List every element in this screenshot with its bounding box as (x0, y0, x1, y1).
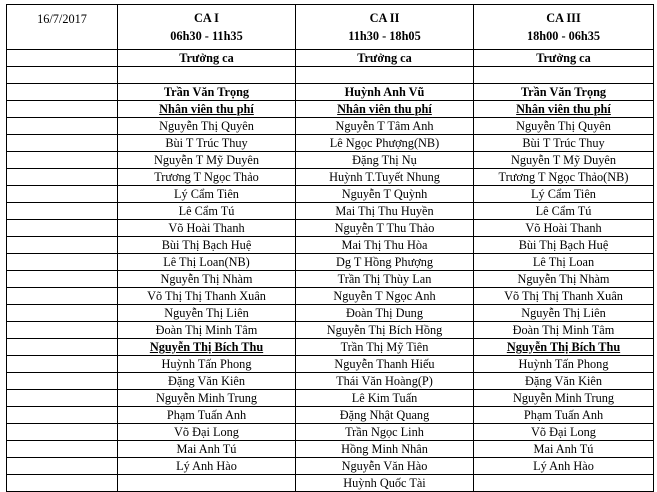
empty-cell (7, 135, 118, 152)
staff-row (7, 458, 654, 475)
staff-name (118, 475, 296, 492)
staff-name: Lý Cẩm Tiên (474, 186, 654, 203)
empty-cell (7, 186, 118, 203)
empty-cell (118, 67, 296, 84)
staff-name: Nguyễn Thị Liên (118, 305, 296, 322)
staff-row (7, 305, 654, 322)
staff-row (7, 237, 654, 254)
staff-name: Trương T Ngọc Thảo (118, 169, 296, 186)
staff-name: Huỳnh Tấn Phong (474, 356, 654, 373)
shift-time: 06h30 - 11h35 (170, 29, 243, 43)
staff-name: Nguyễn Văn Hào (296, 458, 474, 475)
staff-label: Nhân viên thu phí (474, 101, 654, 118)
staff-name: Lê Kim Tuấn (296, 390, 474, 407)
staff-row (7, 424, 654, 441)
staff-name: Lê Thị Loan(NB) (118, 254, 296, 271)
staff-row (7, 339, 654, 356)
staff-name: Bùi T Trúc Thuy (118, 135, 296, 152)
staff-row (7, 356, 654, 373)
empty-cell (7, 101, 118, 118)
staff-name: Võ Thị Thị Thanh Xuân (474, 288, 654, 305)
staff-row (7, 373, 654, 390)
empty-cell (7, 390, 118, 407)
empty-cell (7, 441, 118, 458)
staff-row (7, 220, 654, 237)
staff-name: Huỳnh Tấn Phong (118, 356, 296, 373)
staff-name: Nguyễn T Mỹ Duyên (474, 152, 654, 169)
staff-name: Nguyễn Thị Nhàm (118, 271, 296, 288)
leader-label-row (7, 50, 654, 67)
staff-name: Nguyễn Thị Nhàm (474, 271, 654, 288)
staff-name: Đoàn Thị Minh Tâm (118, 322, 296, 339)
empty-cell (7, 424, 118, 441)
header-row (7, 5, 654, 50)
staff-name: Nguyễn Thị Bích Thu (474, 339, 654, 356)
staff-name: Thái Văn Hoàng(P) (296, 373, 474, 390)
empty-cell (7, 288, 118, 305)
staff-name: Phạm Tuấn Anh (474, 407, 654, 424)
empty-cell (474, 67, 654, 84)
staff-row (7, 152, 654, 169)
empty-cell (7, 305, 118, 322)
shift-schedule-table (6, 4, 654, 492)
staff-row (7, 169, 654, 186)
staff-name: Võ Đại Long (118, 424, 296, 441)
staff-name: Bùi T Trúc Thuy (474, 135, 654, 152)
empty-cell (7, 458, 118, 475)
shift-header-2 (296, 5, 474, 50)
staff-label: Nhân viên thu phí (118, 101, 296, 118)
empty-cell (7, 254, 118, 271)
empty-cell (7, 339, 118, 356)
leader-name: Trần Văn Trọng (474, 84, 654, 101)
spacer-row (7, 67, 654, 84)
staff-label: Nhân viên thu phí (296, 101, 474, 118)
staff-name: Mai Thị Thu Hòa (296, 237, 474, 254)
staff-name: Võ Đại Long (474, 424, 654, 441)
shift-name: CA II (369, 11, 400, 25)
staff-name: Dg T Hồng Phượng (296, 254, 474, 271)
staff-name: Nguyễn Minh Trung (474, 390, 654, 407)
staff-name: Nguyễn T Mỹ Duyên (118, 152, 296, 169)
staff-row (7, 254, 654, 271)
staff-row (7, 407, 654, 424)
staff-name: Nguyễn Thị Quyên (118, 118, 296, 135)
staff-name: Hồng Minh Nhân (296, 441, 474, 458)
staff-name: Lý Anh Hào (118, 458, 296, 475)
staff-name: Lý Anh Hào (474, 458, 654, 475)
staff-name: Nguyễn Minh Trung (118, 390, 296, 407)
empty-cell (7, 220, 118, 237)
empty-cell (7, 67, 118, 84)
empty-cell (7, 271, 118, 288)
empty-cell (7, 203, 118, 220)
empty-cell (7, 322, 118, 339)
staff-name: Mai Thị Thu Huyền (296, 203, 474, 220)
staff-name: Đoàn Thị Dung (296, 305, 474, 322)
staff-name: Nguyễn Thị Quyên (474, 118, 654, 135)
staff-row (7, 186, 654, 203)
staff-name: Trần Ngọc Linh (296, 424, 474, 441)
staff-name: Trần Thị Mỹ Tiên (296, 339, 474, 356)
staff-name: Mai Anh Tú (118, 441, 296, 458)
staff-name: Đặng Văn Kiên (118, 373, 296, 390)
staff-row (7, 322, 654, 339)
staff-row (7, 135, 654, 152)
empty-cell (7, 356, 118, 373)
staff-name: Nguyễn Thị Bích Thu (118, 339, 296, 356)
staff-name: Nguyễn T Thu Thảo (296, 220, 474, 237)
empty-cell (7, 237, 118, 254)
staff-name: Lê Ngọc Phượng(NB) (296, 135, 474, 152)
staff-name: Lê Cẩm Tú (118, 203, 296, 220)
staff-name: Đoàn Thị Minh Tâm (474, 322, 654, 339)
staff-row (7, 288, 654, 305)
staff-name: Phạm Tuấn Anh (118, 407, 296, 424)
empty-cell (7, 84, 118, 101)
staff-name: Nguyễn Thị Liên (474, 305, 654, 322)
empty-cell (7, 152, 118, 169)
staff-name: Đặng Nhật Quang (296, 407, 474, 424)
staff-name: Võ Hoài Thanh (474, 220, 654, 237)
staff-name: Võ Hoài Thanh (118, 220, 296, 237)
staff-name: Nguyễn Thị Bích Hồng (296, 322, 474, 339)
staff-name: Lý Cẩm Tiên (118, 186, 296, 203)
staff-row (7, 203, 654, 220)
staff-name: Nguyễn T Tâm Anh (296, 118, 474, 135)
leader-name: Trần Văn Trọng (118, 84, 296, 101)
shift-time: 11h30 - 18h05 (348, 29, 421, 43)
shift-name: CA I (194, 11, 219, 25)
staff-name: Lê Thị Loan (474, 254, 654, 271)
staff-name: Huỳnh Quốc Tài (296, 475, 474, 492)
shift-schedule-sheet (6, 4, 653, 490)
staff-name: Nguyễn Thanh Hiếu (296, 356, 474, 373)
staff-row (7, 271, 654, 288)
staff-row (7, 118, 654, 135)
staff-row (7, 441, 654, 458)
staff-name: Bùi Thị Bạch Huệ (118, 237, 296, 254)
staff-name: Đặng Văn Kiên (474, 373, 654, 390)
staff-name: Huỳnh T.Tuyết Nhung (296, 169, 474, 186)
staff-name: Bùi Thị Bạch Huệ (474, 237, 654, 254)
empty-cell (7, 475, 118, 492)
empty-cell (7, 50, 118, 67)
staff-row (7, 475, 654, 492)
staff-name: Võ Thị Thị Thanh Xuân (118, 288, 296, 305)
shift-name: CA III (546, 11, 581, 25)
empty-cell (296, 67, 474, 84)
staff-name: Đặng Thị Nụ (296, 152, 474, 169)
staff-name: Nguyễn T Ngọc Anh (296, 288, 474, 305)
leader-label: Trưởng ca (118, 50, 296, 67)
empty-cell (7, 373, 118, 390)
leader-name: Huỳnh Anh Vũ (296, 84, 474, 101)
leader-row (7, 84, 654, 101)
shift-header-3 (474, 5, 654, 50)
leader-label: Trưởng ca (296, 50, 474, 67)
empty-cell (7, 118, 118, 135)
staff-name (474, 475, 654, 492)
shift-time: 18h00 - 06h35 (526, 29, 601, 43)
staff-name: Trương T Ngọc Thảo(NB) (474, 169, 654, 186)
staff-name: Mai Anh Tú (474, 441, 654, 458)
staff-row (7, 390, 654, 407)
leader-label: Trưởng ca (474, 50, 654, 67)
staff-name: Nguyễn T Quỳnh (296, 186, 474, 203)
schedule-date: 16/7/2017 (7, 5, 118, 50)
staff-label-row (7, 101, 654, 118)
empty-cell (7, 169, 118, 186)
staff-name: Trần Thị Thùy Lan (296, 271, 474, 288)
empty-cell (7, 407, 118, 424)
shift-header-1 (118, 5, 296, 50)
staff-name: Lê Cẩm Tú (474, 203, 654, 220)
